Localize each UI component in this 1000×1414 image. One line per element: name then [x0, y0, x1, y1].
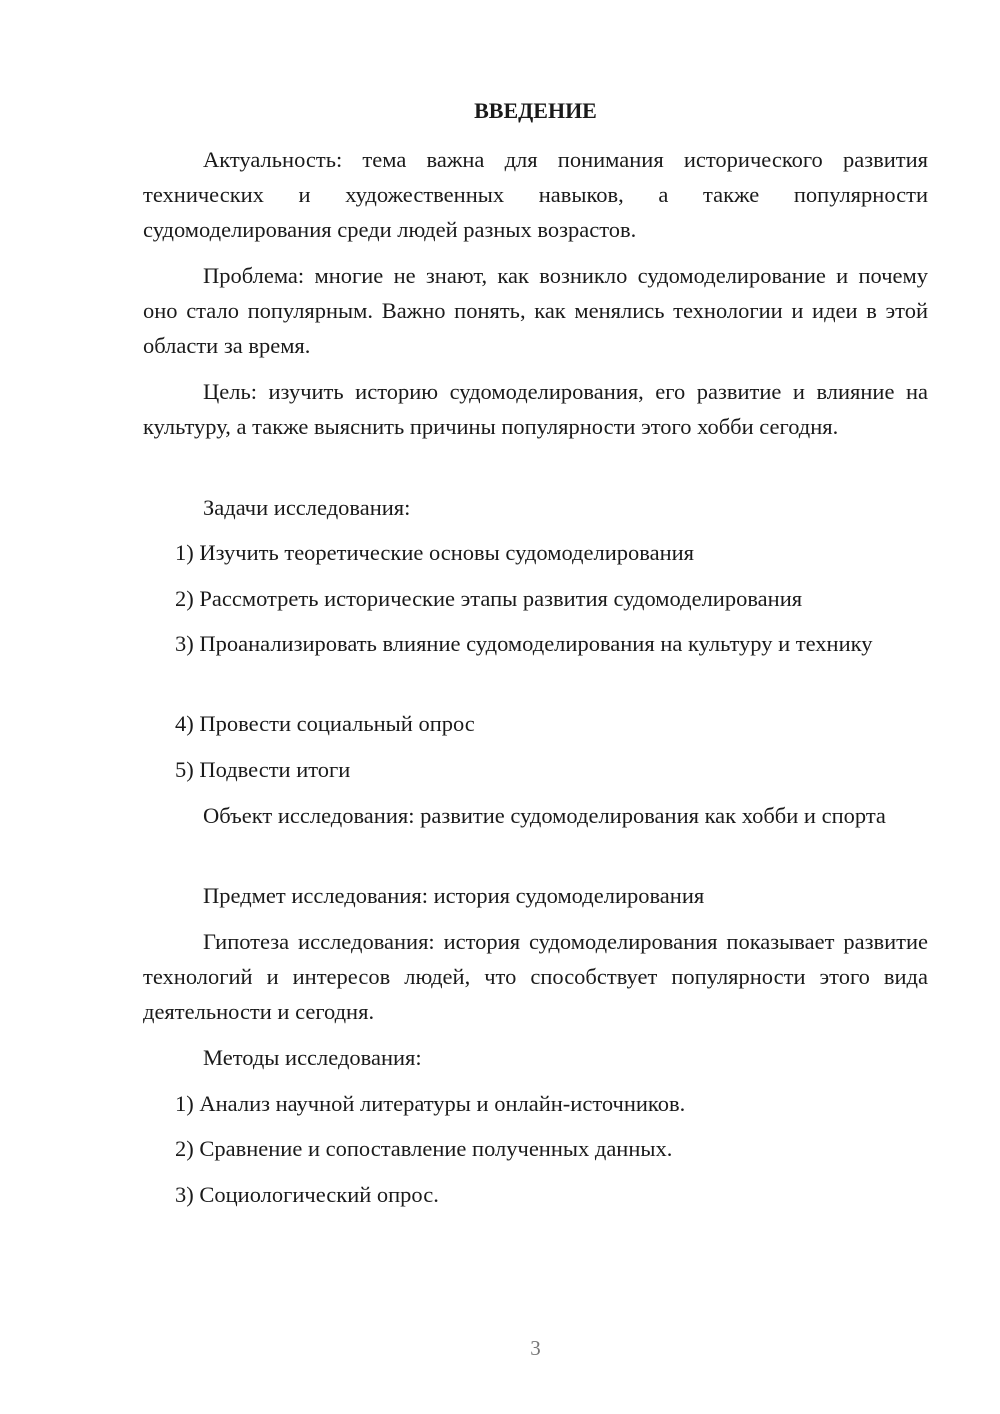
goal-paragraph: Цель: изучить историю судомоделирования, его развитие и влияние на культуру, а также выяснить причины популярности этого хобби сегодня.: [143, 379, 928, 439]
method-item-1: 1) Анализ научной литературы и онлайн-источников.: [175, 1091, 686, 1116]
tasks-heading: Задачи исследования:: [203, 495, 411, 520]
task-item-2: 2) Рассмотреть исторические этапы развития судомоделирования: [175, 586, 803, 611]
methods-heading: Методы исследования:: [203, 1045, 422, 1070]
method-item-3: 3) Социологический опрос.: [175, 1182, 439, 1207]
object-paragraph: Объект исследования: развитие судомоделирования как хобби и спорта: [203, 803, 886, 828]
problem-paragraph: Проблема: многие не знают, как возникло судомоделирование и почему оно стало популярным. Важно понять, как менялись технологии и идеи в этой области за время.: [143, 263, 928, 358]
hypothesis-paragraph: Гипотеза исследования: история судомоделирования показывает развитие технологий и интересов людей, что способствует популярности этого вида деятельности и сегодня.: [143, 929, 928, 1024]
task-item-1: 1) Изучить теоретические основы судомоделирования: [175, 540, 695, 565]
subject-paragraph: Предмет исследования: история судомоделирования: [203, 883, 705, 908]
page-number: 3: [530, 1336, 541, 1360]
relevance-paragraph: Актуальность: тема важна для понимания исторического развития технических и художественных навыков, а также популярности судомоделирования среди людей разных возрастов.: [143, 147, 928, 242]
task-item-5: 5) Подвести итоги: [175, 757, 351, 782]
method-item-2: 2) Сравнение и сопоставление полученных данных.: [175, 1136, 673, 1161]
task-item-3: 3) Проанализировать влияние судомоделирования на культуру и технику: [175, 631, 873, 656]
page-title: ВВЕДЕНИЕ: [474, 98, 597, 123]
task-item-4: 4) Провести социальный опрос: [175, 711, 475, 736]
